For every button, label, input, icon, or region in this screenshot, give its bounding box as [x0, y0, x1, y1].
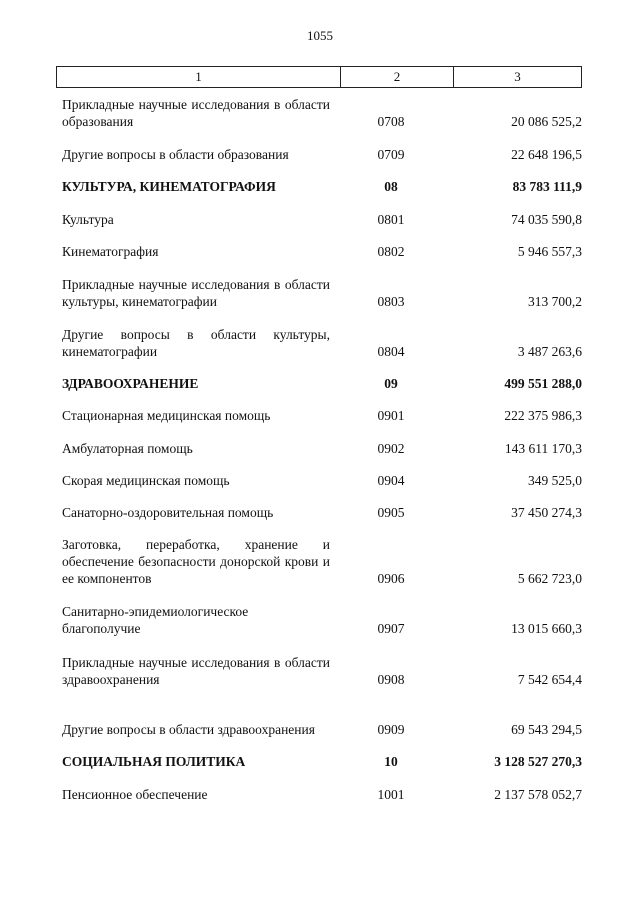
row-name: ЗДРАВООХРАНЕНИЕ — [62, 376, 199, 391]
header-col-1: 1 — [57, 67, 341, 87]
table-row — [62, 242, 582, 260]
row-name: Прикладные научные исследования в области здравоохранения — [62, 655, 330, 687]
row-code: 0902 — [377, 441, 405, 456]
table-row — [62, 652, 582, 688]
table-row — [62, 785, 582, 803]
row-code: 0906 — [377, 571, 405, 586]
row-amount: 222 375 986,3 — [504, 408, 582, 423]
row-code: 1001 — [377, 787, 405, 802]
table-row — [62, 406, 582, 424]
table-row — [62, 145, 582, 163]
table-row — [62, 439, 582, 457]
row-code: 0904 — [377, 473, 405, 488]
row-name: Амбулаторная помощь — [62, 441, 193, 456]
row-amount: 143 611 170,3 — [504, 441, 582, 456]
row-name: СОЦИАЛЬНАЯ ПОЛИТИКА — [62, 754, 246, 769]
row-amount: 5 662 723,0 — [517, 571, 582, 586]
row-amount: 3 128 527 270,3 — [494, 754, 582, 769]
row-code: 0803 — [377, 294, 405, 309]
table-row — [62, 177, 582, 195]
table-row — [62, 752, 582, 770]
row-code: 0708 — [377, 114, 405, 129]
row-amount: 13 015 660,3 — [511, 621, 582, 636]
page-number: 1055 — [307, 28, 333, 43]
row-code: 0905 — [377, 505, 405, 520]
row-code: 10 — [384, 754, 398, 769]
header-col-3: 3 — [514, 69, 521, 84]
row-amount: 37 450 274,3 — [511, 505, 582, 520]
row-amount: 83 783 111,9 — [512, 179, 582, 194]
row-name: Кинематография — [62, 244, 159, 259]
row-amount: 2 137 578 052,7 — [494, 787, 582, 802]
table-row — [62, 274, 582, 310]
row-name: Пенсионное обеспечение — [62, 787, 208, 802]
row-amount: 3 487 263,6 — [517, 344, 582, 359]
row-amount: 20 086 525,2 — [511, 114, 582, 129]
row-name: Другие вопросы в области здравоохранения — [62, 722, 315, 737]
row-code: 0907 — [377, 621, 405, 636]
row-code: 0801 — [377, 212, 405, 227]
table-header — [56, 66, 582, 88]
table-row — [62, 210, 582, 228]
row-amount: 74 035 590,8 — [511, 212, 582, 227]
row-name: Другие вопросы в области культуры, кинематографии — [62, 327, 330, 359]
row-name: Скорая медицинская помощь — [62, 473, 230, 488]
table-row — [62, 601, 582, 637]
table-row — [62, 702, 582, 738]
row-name: Прикладные научные исследования в области культуры, кинематографии — [62, 277, 330, 309]
row-amount: 5 946 557,3 — [517, 244, 582, 259]
row-code: 0909 — [377, 722, 405, 737]
row-name: КУЛЬТУРА, КИНЕМАТОГРАФИЯ — [62, 179, 276, 194]
row-code: 09 — [384, 376, 398, 391]
row-name: Санитарно-эпидемиологическое благополучие — [62, 604, 249, 636]
row-name: Культура — [62, 212, 114, 227]
row-amount: 22 648 196,5 — [511, 147, 582, 162]
table-row — [62, 94, 582, 130]
row-amount: 69 543 294,5 — [511, 722, 582, 737]
header-col-2: 2 — [341, 67, 454, 87]
table-row — [62, 374, 582, 392]
row-code: 0709 — [377, 147, 405, 162]
table-row — [62, 503, 582, 521]
row-name: Стационарная медицинская помощь — [62, 408, 271, 423]
row-code: 0802 — [377, 244, 405, 259]
table-row — [62, 535, 582, 587]
row-code: 0804 — [377, 344, 405, 359]
row-name: Санаторно-оздоровительная помощь — [62, 505, 274, 520]
row-code: 0908 — [377, 672, 405, 687]
row-code: 0901 — [377, 408, 405, 423]
row-amount: 313 700,2 — [528, 294, 582, 309]
row-amount: 7 542 654,4 — [517, 672, 582, 687]
row-code: 08 — [384, 179, 398, 194]
row-name: Другие вопросы в области образования — [62, 147, 289, 162]
table-row — [62, 324, 582, 360]
row-amount: 499 551 288,0 — [504, 376, 582, 391]
row-name: Прикладные научные исследования в области образования — [62, 97, 330, 129]
table-row — [62, 471, 582, 489]
row-name: Заготовка, переработка, хранение и обеспечение безопасности донорской крови и ее компонентов — [62, 537, 330, 586]
row-amount: 349 525,0 — [528, 473, 582, 488]
